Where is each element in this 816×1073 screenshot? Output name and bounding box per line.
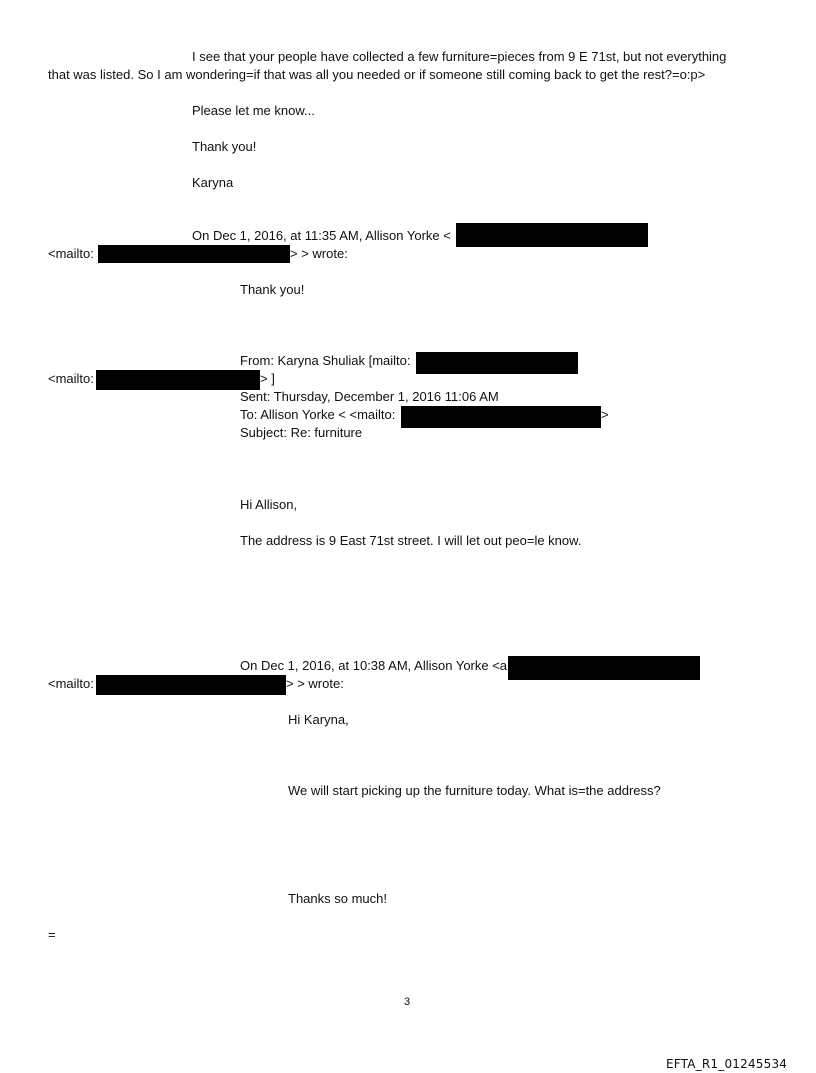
- mailto-prefix-1: <mailto:: [48, 246, 94, 261]
- wrote-suffix-1: > > wrote:: [290, 246, 348, 261]
- to-line-suffix: >: [601, 407, 609, 422]
- address-line: The address is 9 East 71st street. I will let out peo=le know.: [240, 533, 582, 548]
- quote-header-1: On Dec 1, 2016, at 11:35 AM, Allison Yorke <: [192, 228, 451, 243]
- document-id-footer: EFTA_R1_01245534: [666, 1057, 788, 1071]
- redaction-box: [416, 352, 578, 374]
- from-line: From: Karyna Shuliak [mailto:: [240, 353, 411, 368]
- signature-name: Karyna: [192, 175, 234, 190]
- redaction-box: [98, 245, 290, 263]
- greeting-karyna: Hi Karyna,: [288, 712, 349, 727]
- subject-line: Subject: Re: furniture: [240, 425, 363, 440]
- sent-line: Sent: Thursday, December 1, 2016 11:06 AM: [240, 389, 499, 404]
- redaction-box: [401, 406, 601, 428]
- thanks-so-much-line: Thanks so much!: [288, 891, 387, 906]
- pickup-line: We will start picking up the furniture today. What is=the address?: [288, 783, 661, 798]
- body-paragraph-line-2: that was listed. So I am wondering=if that was all you needed or if someone still coming back to get the rest?=o:p>: [48, 67, 706, 82]
- wrote-suffix-3: > > wrote:: [286, 676, 344, 691]
- please-let-me-know-line: Please let me know...: [192, 103, 315, 118]
- redaction-box: [508, 656, 700, 680]
- mailto-prefix-2: <mailto:: [48, 371, 94, 386]
- stray-equals-sign: =: [48, 927, 56, 942]
- greeting-allison: Hi Allison,: [240, 497, 298, 512]
- thank-you-line: Thank you!: [192, 139, 257, 154]
- mailto-suffix-2: > ]: [260, 371, 275, 386]
- body-paragraph-line-1: I see that your people have collected a few furniture=pieces from 9 E 71st, but not everything: [192, 49, 727, 64]
- page-number: 3: [404, 996, 411, 1008]
- quote-header-2: On Dec 1, 2016, at 10:38 AM, Allison Yorke <a: [240, 658, 508, 673]
- redaction-box: [96, 675, 286, 695]
- mailto-prefix-3: <mailto:: [48, 676, 94, 691]
- redaction-box: [96, 370, 260, 390]
- thank-you-reply-line: Thank you!: [240, 282, 305, 297]
- to-line: To: Allison Yorke < <mailto:: [240, 407, 396, 422]
- redaction-box: [456, 223, 648, 247]
